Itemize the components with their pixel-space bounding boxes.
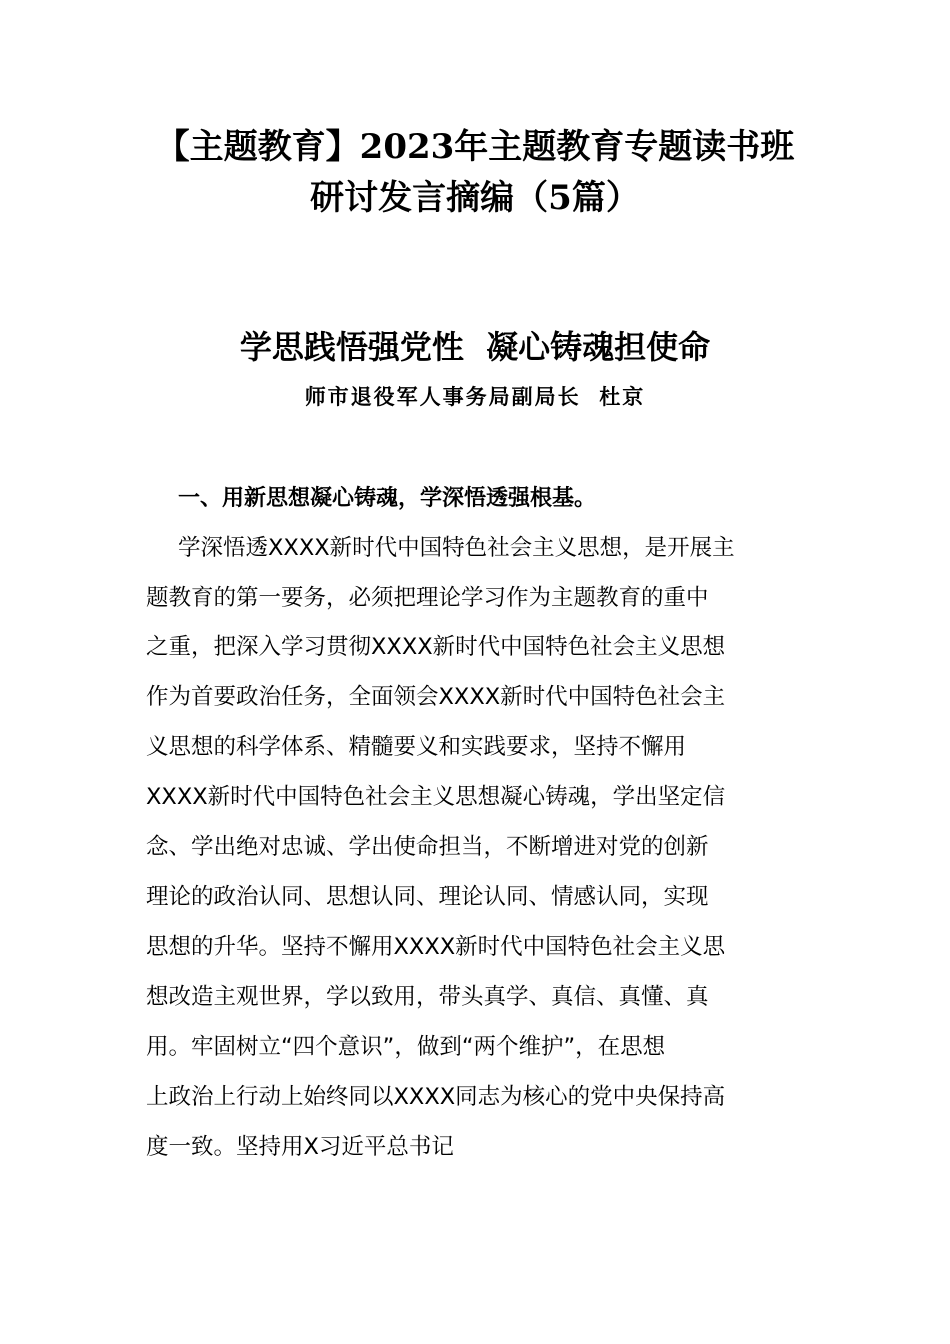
body-line: 题教育的第一要务，必须把理论学习作为主题教育的重中 (146, 585, 709, 611)
body-line: 作为首要政治任务，全面领会XXXX新时代中国特色社会主 (146, 684, 726, 710)
body-line: 思想的升华。坚持不懈用XXXX新时代中国特色社会主义思 (146, 934, 726, 960)
speaker-byline: 师市退役军人事务局副局长 杜京 (304, 384, 646, 409)
body-line: 用。牢固树立“四个意识”，做到“两个维护”，在思想 (146, 1034, 666, 1060)
document-title-line-1: 【主题教育】2023年主题教育专题读书班 (155, 127, 795, 167)
body-line: 度一致。坚持用X习近平总书记 (146, 1134, 454, 1160)
document-title-line-2: 研讨发言摘编（5篇） (310, 178, 640, 218)
section-heading: 一、用新思想凝心铸魂，学深悟透强根基。 (178, 486, 597, 511)
body-line: 念、学出绝对忠诚、学出使命担当，不断增进对党的创新 (146, 834, 709, 860)
body-line: 义思想的科学体系、精髓要义和实践要求，坚持不懈用 (146, 734, 687, 760)
body-line: 学深悟透XXXX新时代中国特色社会主义思想，是开展主 (178, 535, 735, 561)
body-line: 上政治上行动上始终同以XXXX同志为核心的党中央保持高 (146, 1084, 726, 1110)
body-line: 之重，把深入学习贯彻XXXX新时代中国特色社会主义思想 (146, 634, 726, 660)
body-line: 想改造主观世界，学以致用，带头真学、真信、真懂、真 (146, 984, 709, 1010)
body-line: XXXX新时代中国特色社会主义思想凝心铸魂，学出坚定信 (146, 784, 726, 810)
speech-title: 学思践悟强党性 凝心铸魂担使命 (239, 328, 711, 366)
body-line: 理论的政治认同、思想认同、理论认同、情感认同，实现 (146, 884, 709, 910)
